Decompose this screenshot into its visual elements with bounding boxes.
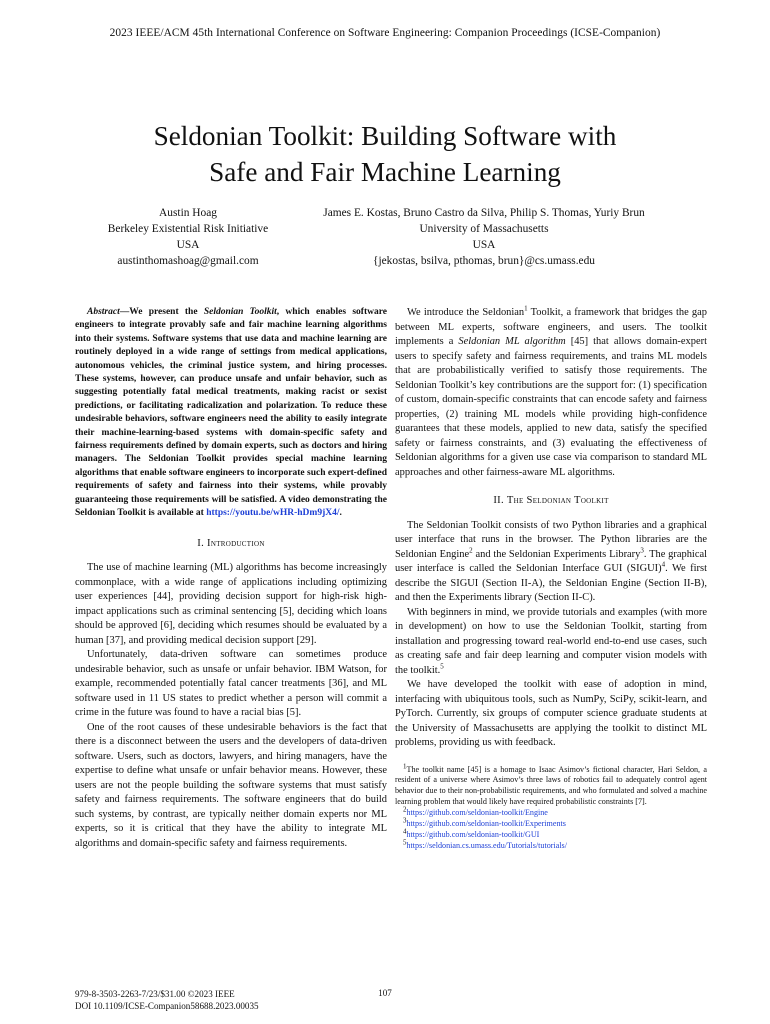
gui-link[interactable]: https://github.com/seldonian-toolkit/GUI: [406, 829, 540, 839]
toolkit-paragraph-3: We have developed the toolkit with ease of adoption in mind, interfacing with ubiquitous tools, such as NumPy, SciPy, scikit-learn, and PyTorch. Currently, six groups of computer science graduate students at the University of Massachusetts are applying the toolkit to distinct ML problems, providing us with feedback.: [395, 679, 707, 748]
author-affiliation: Berkeley Existential Risk Initiative: [107, 223, 269, 235]
author-country: USA: [176, 239, 200, 251]
text-run: and the Seldonian Experiments Library: [472, 548, 641, 560]
engine-link[interactable]: https://github.com/seldonian-toolkit/Engine: [406, 808, 548, 818]
author-block-hoag: [83, 205, 293, 269]
footnote-mark: 2: [403, 805, 407, 814]
footnote-mark: 4: [403, 827, 407, 836]
doi-line: DOI 10.1109/ICSE-Companion58688.2023.00035: [75, 1001, 259, 1011]
text-run: Toolkit, a framework that bridges the gap between ML experts, software engineers, and users. The toolkit implements a: [395, 307, 708, 347]
footnote-4: [395, 827, 707, 841]
title-line-1: Seldonian Toolkit: Building Software with: [153, 121, 617, 151]
intro-right-paragraph: [395, 306, 707, 480]
intro-paragraph-1: The use of machine learning (ML) algorithms has become increasingly commonplace, with a wide range of applications including optimizing user experiences [44], providing decision support for high-risk high-impact applications such as criminal sentencing [5], deciding which loans should be approved [6], deciding which resumes should be evaluated by a human [37], and providing medical decision support [29].: [75, 562, 387, 646]
copyright-line: 979-8-3503-2263-7/23/$31.00 ©2023 IEEE: [75, 989, 235, 999]
footnote-ref-5: 5: [440, 662, 444, 671]
footnote-ref-4: 4: [661, 560, 666, 569]
abstract-body: , which enables software engineers to integrate provably safe and fair machine learning algorithms into their systems. Software systems that use data and machine learning are routinely deployed in a wide range of settings from medical applications, autonomous vehicles, the criminal justice system, and hiring processes. These systems, however, can produce unsafe and unfair behavior, such as suggesting potentially fatal medical treatments, making racist or sexist predictions, or facilitating radicalization and polarization. To reduce these undesirable behaviors, software engineers need the ability to easily integrate their machine-learning-based systems with domain-specific safety and fairness requirements defined by domain experts, such as doctors and hiring managers. The Seldonian Toolkit provides special machine learning algorithms that enable software engineers to incorporate such expert-defined requirements of safety and fairness into their systems, while provably guaranteeing those requirements will be satisfied. A video demonstrating the Seldonian Toolkit is available at: [75, 307, 387, 519]
footnote-mark: 1: [403, 761, 407, 770]
footnote-ref-1: 1: [524, 304, 528, 313]
text-run: The Seldonian Toolkit consists of two Python libraries and a graphical user interface that runs in the browser. The Python libraries are the Seldonian Engine: [395, 519, 707, 560]
toolkit-paragraph-1: [395, 519, 707, 606]
section-number: I.: [197, 537, 205, 549]
author-names: James E. Kostas, Bruno Castro da Silva, Philip S. Thomas, Yuriy Brun: [323, 207, 645, 219]
author-name: Austin Hoag: [159, 207, 217, 219]
emphasis-seldonian-ml-algorithm: Seldonian ML algorithm: [458, 336, 566, 347]
section-title: Introduction: [207, 537, 265, 549]
footnotes: [395, 761, 707, 852]
video-link[interactable]: https://youtu.be/wHR-hDm9jX4/: [206, 508, 340, 519]
author-country: USA: [472, 239, 496, 251]
intro-paragraph-2: Unfortunately, data-driven software can sometimes produce undesirable behavior, such as unsafe or unfair behavior. IBM Watson, for example, recommended potentially fatal cancer treatments [36], and ML software used in 11 US states to predict whether a person will commit a crime in the future was found to have a racial bias [5].: [75, 649, 387, 718]
intro-paragraph-3: One of the root causes of these undesirable behaviors is the fact that there is a disconnect between the users and the developers of data-driven software. Users, such as doctors, lawyers, and hiring managers, have the expertise to define what unsafe or unfair behavior means. However, these users are not the people building the software systems that must satisfy safety and fairness requirements. The software engineers that do build such systems, by contrast, are typically neither domain experts nor ML experts, so it is critical that they have the ability to integrate ML algorithms and domain-specific safety and fairness requirements.: [75, 721, 387, 849]
section-title: The Seldonian Toolkit: [506, 495, 609, 506]
text-run: [45] that allows domain-expert users to specify safety and fairness requirements, and trains ML models that are probabilistically verified to satisfy those requirements. The Seldonian Toolkit’s key contributions are the support for: (1) specification of custom, domain-specific constraints that can encode safety and fairness properties, (2) training ML models while providing high-confidence guarantees that these models, applied to new data, satisfy the specified safety or fairness constraints, and (3) evaluating the effectiveness of Seldonian algorithms for a given use case via comparison to standard ML approaches and other fairness-aware ML algorithms.: [395, 336, 707, 478]
abstract-end: .: [339, 508, 342, 519]
footnote-ref-3: 3: [640, 546, 644, 555]
left-column: [75, 306, 387, 851]
footnote-1: [395, 761, 707, 809]
footnote-5: [395, 838, 707, 852]
section-number: II.: [493, 495, 504, 506]
text-run: . We first describe the SIGUI (Section II-A), the Seldonian Engine (Section II-B), and then the Experiments library (Section II-C).: [395, 563, 707, 603]
text-run: . The graphical user interface is called the Seldonian Interface GUI (SIGUI): [395, 548, 707, 574]
footnote-2: [395, 805, 707, 819]
right-column: [395, 306, 707, 852]
footnote-text: The toolkit name [45] is a homage to Isaac Asimov’s fictional character, Hari Seldon, a resident of a universe where Asimov’s three laws of robotics fail to adequately control agent behavior due to their non-probabilistic requirements, and who formulated and solved a machine learning problem that would likely have required probabilistic constraints [7].: [395, 764, 707, 807]
conference-header: 2023 IEEE/ACM 45th International Conference on Software Engineering: Companion Proceedings (ICSE-Companion): [109, 27, 661, 39]
abstract: [75, 306, 387, 521]
toolkit-paragraph-2: [395, 606, 707, 679]
title-line-2: Safe and Fair Machine Learning: [209, 157, 561, 187]
text-run: With beginners in mind, we provide tutorials and examples (with more in development) on how to use the Seldonian Toolkit, starting from installation and progressing toward real-world end-to-end use cases, such as creating safe and fair deep learning and computer vision models with the toolkit.: [395, 606, 707, 676]
author-block-umass: [283, 205, 685, 269]
abstract-lead: Abstract: [87, 307, 120, 317]
abstract-dash: —We present the: [119, 307, 204, 317]
text-run: We introduce the Seldonian: [407, 307, 525, 318]
footnote-mark: 3: [403, 816, 407, 825]
footnote-ref-2: 2: [469, 546, 473, 555]
section-heading-seldonian-toolkit: [395, 494, 707, 509]
abstract-toolkit-name: Seldonian Toolkit: [203, 307, 277, 317]
paper-title: [0, 118, 770, 190]
footnote-mark: 5: [403, 838, 407, 847]
author-email: austinthomashoag@gmail.com: [117, 255, 259, 267]
author-affiliation: University of Massachusetts: [419, 223, 549, 235]
author-email: {jekostas, bsilva, pthomas, brun}@cs.umass.edu: [372, 255, 595, 267]
section-heading-introduction: [75, 537, 387, 552]
experiments-link[interactable]: https://github.com/seldonian-toolkit/Experiments: [406, 819, 566, 829]
tutorials-link[interactable]: https://seldonian.cs.umass.edu/Tutorials/tutorials/: [406, 840, 567, 850]
footnote-3: [395, 816, 707, 830]
page-number: 107: [378, 988, 392, 998]
